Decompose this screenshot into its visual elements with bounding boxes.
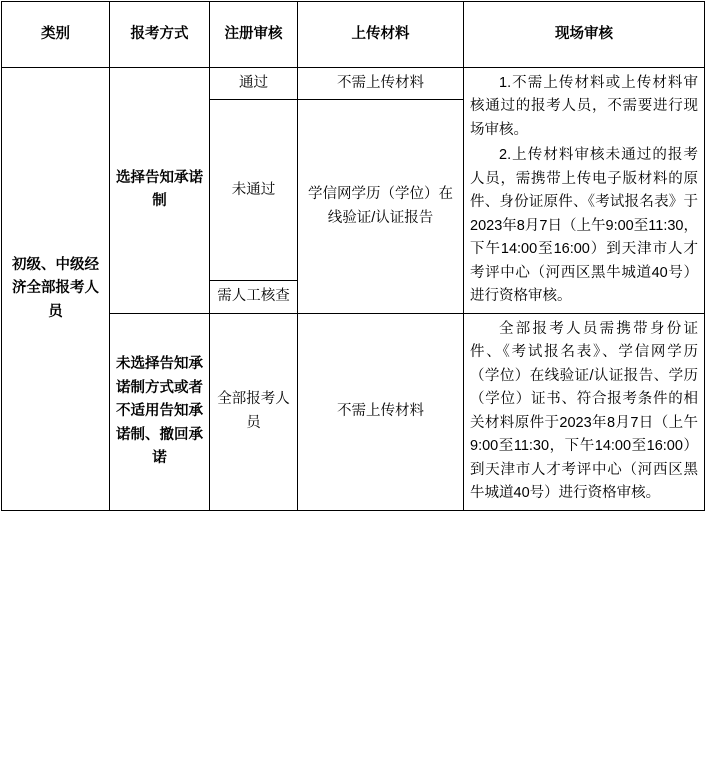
column-header-category: 类别 [2,2,110,68]
cell-method-no-commitment: 未选择告知承诺制方式或者不适用告知承诺制、撤回承诺 [110,313,210,510]
cell-register-passed: 通过 [210,68,298,100]
cell-onsite-commitment [464,68,705,314]
column-header-registration-review: 注册审核 [210,2,298,68]
cell-register-all-applicants: 全部报考人员 [210,313,298,510]
cell-onsite-no-commitment [464,313,705,510]
column-header-upload-materials: 上传材料 [298,2,464,68]
column-header-onsite-review: 现场审核 [464,2,705,68]
requirements-table [1,1,705,511]
table-header-row [2,2,705,68]
requirements-table-container [0,1,705,511]
onsite-paragraph-1: 1.不需上传材料或上传材料审核通过的报考人员，不需要进行现场审核。 [470,75,698,138]
column-header-application-method: 报考方式 [110,2,210,68]
cell-register-failed: 未通过 [210,100,298,281]
cell-upload-none-2: 不需上传材料 [298,313,464,510]
onsite-paragraph-2: 2.上传材料审核未通过的报考人员，需携带上传电子版材料的原件、身份证原件、《考试报名表》于2023年8月7日（上午9:00至11:30，下午14:00至16:00）到天津市人才考评中心（河西区黑牛城道40号）进行资格审核。 [470,147,698,305]
cell-register-manual-check: 需人工核查 [210,281,298,313]
cell-method-commitment: 选择告知承诺制 [110,68,210,314]
cell-upload-none: 不需上传材料 [298,68,464,100]
cell-category: 初级、中级经济全部报考人员 [2,68,110,511]
cell-upload-chsi-report: 学信网学历（学位）在线验证/认证报告 [298,100,464,313]
onsite-paragraph-3: 全部报考人员需携带身份证件、《考试报名表》、学信网学历（学位）在线验证/认证报告、学历（学位）证书、符合报考条件的相关材料原件于2023年8月7日（上午9:00至11:30，下午14:00至16:00）到天津市人才考评中心（河西区黑牛城道40号）进行资格审核。 [470,320,698,502]
table-row [2,68,705,100]
